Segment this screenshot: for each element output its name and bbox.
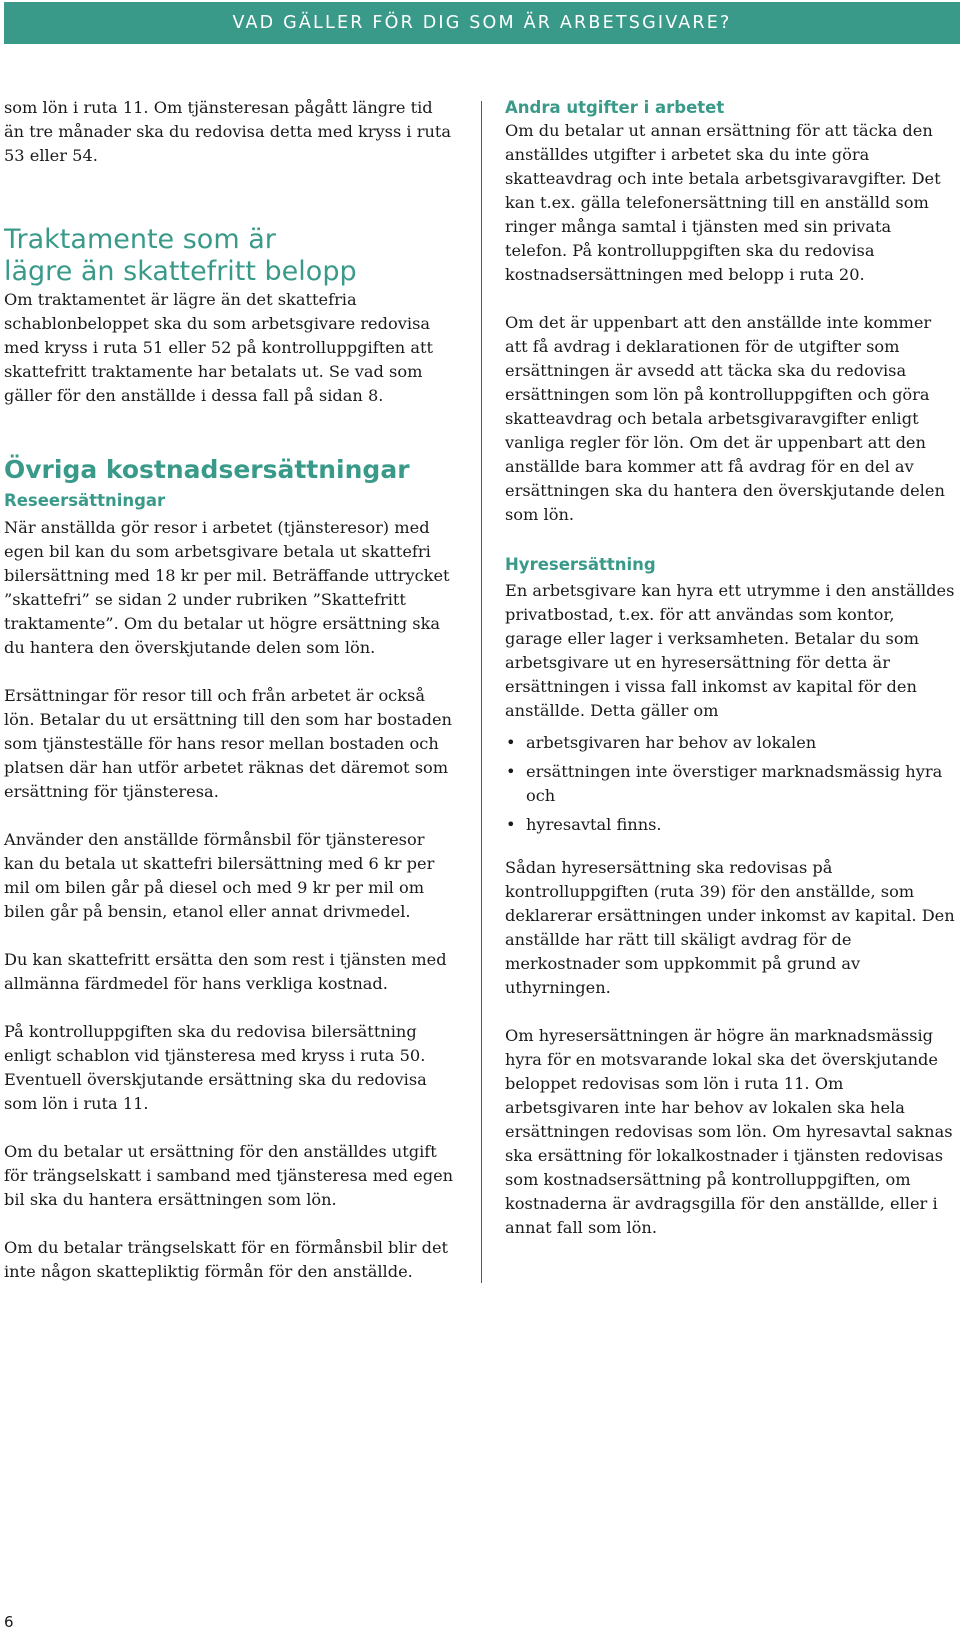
traktamente-paragraph: Om traktamentet är lägre än det skattefria schablonbeloppet ska du som arbetsgivare redovisa med kryss i ruta 51 eller 52 på kontrolluppgiften att skattefritt traktamente har betalats ut. Se vad som gäller för den anställde i dessa fall på sidan 8. bbox=[4, 290, 434, 405]
traktamente-heading bbox=[4, 224, 456, 288]
left-paragraph-5: På kontrolluppgiften ska du redovisa bilersättning enligt schablon vid tjänsteresa med kryss i ruta 50. Eventuell överskjutande ersättning ska du redovisa som lön i ruta 11. bbox=[4, 1022, 427, 1113]
reseersattningar-heading: Reseersättningar bbox=[4, 491, 166, 510]
page-number: 6 bbox=[4, 1613, 14, 1631]
hyresersattning-heading: Hyresersättning bbox=[505, 555, 656, 574]
right-column bbox=[505, 96, 955, 1240]
andra-utgifter-heading: Andra utgifter i arbetet bbox=[505, 98, 725, 117]
column-divider bbox=[481, 101, 482, 1283]
hyres-conditions-list bbox=[505, 731, 955, 837]
ovriga-heading: Övriga kostnadsersättningar bbox=[4, 455, 410, 484]
hogre-paragraph: Om hyresersättningen är högre än marknadsmässig hyra för en motsvarande lokal ska det överskjutande beloppet redovisas som lön i ruta 11. Om arbetsgivaren inte har behov av lokalen ska hela ersättningen redovisas som lön. Om hyresavtal saknas ska ersättning för lokalkostnader i tjänsten redovisas som kostnadsersättning på kontrolluppgiften, om kostnaderna är avdragsgilla för den anställde, eller i annat fall som lön. bbox=[505, 1026, 953, 1237]
left-paragraph-6: Om du betalar ut ersättning för den anställdes utgift för trängselskatt i samband med tjänsteresa med egen bil ska du hantera ersättningen som lön. bbox=[4, 1142, 454, 1209]
left-paragraph-2: Ersättningar för resor till och från arbetet är också lön. Betalar du ut ersättning till den som har bostaden som tjänsteställe för hans resor mellan bostaden och platsen där han utför arbetet räknas det däremot som ersättning för tjänsteresa. bbox=[4, 686, 452, 801]
header-banner bbox=[4, 2, 960, 44]
left-column bbox=[4, 96, 456, 1284]
list-item: • hyresavtal finns. bbox=[505, 813, 955, 837]
left-paragraph-1: När anställda gör resor i arbetet (tjänsteresor) med egen bil kan du som arbetsgivare betala ut skattefri bilersättning med 18 kr per mil. Beträffande uttrycket ”skattefri” se sidan 2 under rubriken ”Skattefritt traktamente”. Om du betalar ut högre ersättning ska du hantera den överskjutande delen som lön. bbox=[4, 518, 450, 657]
list-item: • arbetsgivaren har behov av lokalen bbox=[505, 731, 955, 755]
hyresersattning-paragraph: En arbetsgivare kan hyra ett utrymme i den anställdes privatbostad, t.ex. för att användas som kontor, garage eller lager i verksamheten. Betalar du som arbetsgivare ut en hyresersättning för detta är ersättningen i vissa fall inkomst av kapital för den anställde. Detta gäller om bbox=[505, 581, 955, 720]
traktamente-heading-line-1: Traktamente som är bbox=[4, 224, 276, 255]
header-title: VAD GÄLLER FÖR DIG SOM ÄR ARBETSGIVARE? bbox=[232, 13, 732, 33]
sadan-paragraph: Sådan hyresersättning ska redovisas på kontrolluppgiften (ruta 39) för den anställde, som deklarerar ersättningen under inkomst av kapital. Den anställde har rätt till skäligt avdrag för de merkostnader som uppkommit på grund av uthyrningen. bbox=[505, 858, 955, 997]
left-paragraph-3: Använder den anställde förmånsbil för tjänsteresor kan du betala ut skattefri bilersättning med 6 kr per mil om bilen går på diesel och med 9 kr per mil om bilen går på bensin, etanol eller annat drivmedel. bbox=[4, 830, 435, 921]
uppenbart-paragraph: Om det är uppenbart att den anställde inte kommer att få avdrag i deklarationen för de utgifter som ersättningen är avsedd att täcka ska du redovisa ersättningen som lön på kontrolluppgiften och göra skatteavdrag och betala arbetsgivaravgifter enligt vanliga regler för lön. Om det är uppenbart att den anställde bara kommer att få avdrag för en del av ersättningen ska du hantera den överskjutande delen som lön. bbox=[505, 313, 945, 524]
traktamente-heading-line-2: lägre än skattefritt belopp bbox=[4, 256, 357, 287]
list-item: • ersättningen inte överstiger marknadsmässig hyra och bbox=[505, 760, 955, 808]
left-paragraph-7: Om du betalar trängselskatt för en förmånsbil blir det inte någon skattepliktig förmån för den anställde. bbox=[4, 1238, 449, 1281]
left-paragraph-4: Du kan skattefritt ersätta den som rest i tjänsten med allmänna färdmedel för hans verkliga kostnad. bbox=[4, 950, 447, 993]
intro-paragraph: som lön i ruta 11. Om tjänsteresan pågått längre tid än tre månader ska du redovisa detta med kryss i ruta 53 eller 54. bbox=[4, 98, 452, 165]
andra-utgifter-paragraph: Om du betalar ut annan ersättning för att täcka den anställdes utgifter i arbetet ska du inte göra skatteavdrag och inte betala arbetsgivaravgifter. Det kan t.ex. gälla telefonersättning till en anställd som ringer många samtal i tjänsten med sin privata telefon. På kontrolluppgiften ska du redovisa kostnadsersättningen med belopp i ruta 20. bbox=[505, 121, 941, 284]
